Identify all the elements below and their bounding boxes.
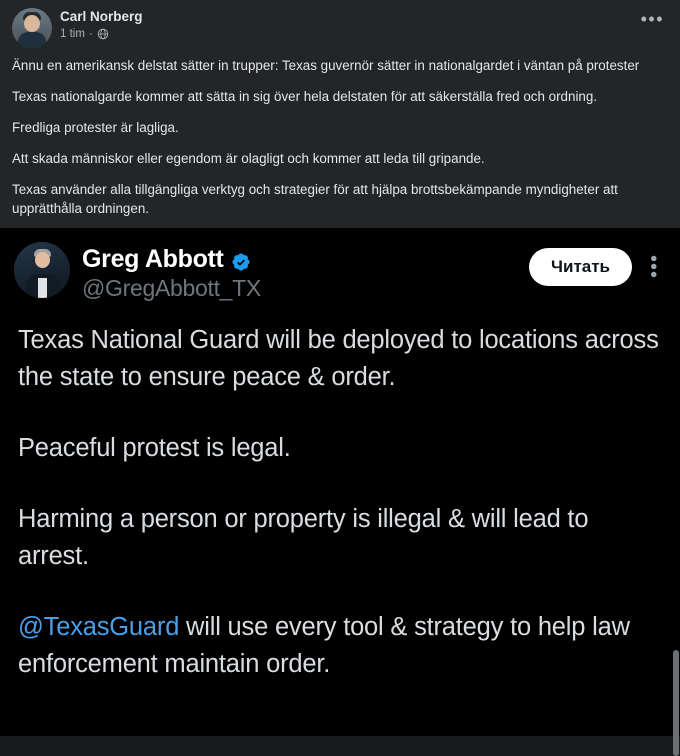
embedded-tweet-image[interactable] xyxy=(0,228,680,736)
meta-separator: · xyxy=(88,28,93,40)
tweet-handle: @GregAbbott_TX xyxy=(82,275,261,301)
post-paragraph: Texas använder alla tillgängliga verktyg och strategier för att hjälpa brottsbekämpande myndigheter att upprätthålla ordningen. xyxy=(12,182,618,216)
post-more-options-button[interactable]: ••• xyxy=(640,9,664,29)
tweet-more-options-button[interactable]: ••• xyxy=(642,254,664,279)
tweet-mention-link[interactable]: @TexasGuard xyxy=(18,613,180,641)
post-paragraph: Ännu en amerikansk delstat sätter in trupper: Texas guvernör sätter in nationalgardet i väntan på protester xyxy=(12,58,640,73)
post-meta xyxy=(60,27,633,41)
facebook-post xyxy=(0,0,680,228)
avatar-body xyxy=(18,32,46,48)
tweet-avatar xyxy=(14,242,70,298)
tweet-display-name: Greg Abbott xyxy=(82,245,224,273)
tweet-paragraph: Texas National Guard will be deployed to locations across the state to ensure peace & order. xyxy=(18,326,659,391)
page-scrollbar-track[interactable] xyxy=(672,0,680,756)
post-author-block xyxy=(60,8,633,41)
avatar[interactable] xyxy=(12,8,52,48)
post-paragraph: Fredliga protester är lagliga. xyxy=(12,120,179,135)
verified-badge-icon xyxy=(231,249,251,269)
tweet-paragraph-with-mention xyxy=(18,609,662,683)
post-header xyxy=(0,0,680,48)
tweet-header xyxy=(0,228,680,302)
post-timestamp[interactable]: 1 tim xyxy=(60,28,85,40)
page-scrollbar-thumb[interactable] xyxy=(673,650,679,756)
tweet-paragraph-rest: will use every tool & strategy to help law enforcement maintain order. xyxy=(18,613,630,678)
avatar-face xyxy=(24,15,40,32)
tweet-paragraph: Peaceful protest is legal. xyxy=(18,434,291,462)
globe-icon[interactable] xyxy=(97,28,109,40)
read-button[interactable]: Читать xyxy=(529,248,632,286)
tweet-body xyxy=(0,302,680,683)
post-body xyxy=(0,48,680,218)
post-paragraph: Texas nationalgarde kommer att sätta in sig över hela delstaten för att säkerställa fred och ordning. xyxy=(12,89,598,104)
tweet-avatar-face xyxy=(35,252,50,268)
post-author-name[interactable]: Carl Norberg xyxy=(60,9,143,24)
tweet-avatar-shirt xyxy=(38,278,47,298)
tweet-actions xyxy=(529,242,666,286)
tweet-paragraph: Harming a person or property is illegal & will lead to arrest. xyxy=(18,505,589,570)
tweet-author-block xyxy=(82,242,529,302)
tweet-display-name-row xyxy=(82,244,529,274)
post-paragraph: Att skada människor eller egendom är olagligt och kommer att leda till gripande. xyxy=(12,151,485,166)
